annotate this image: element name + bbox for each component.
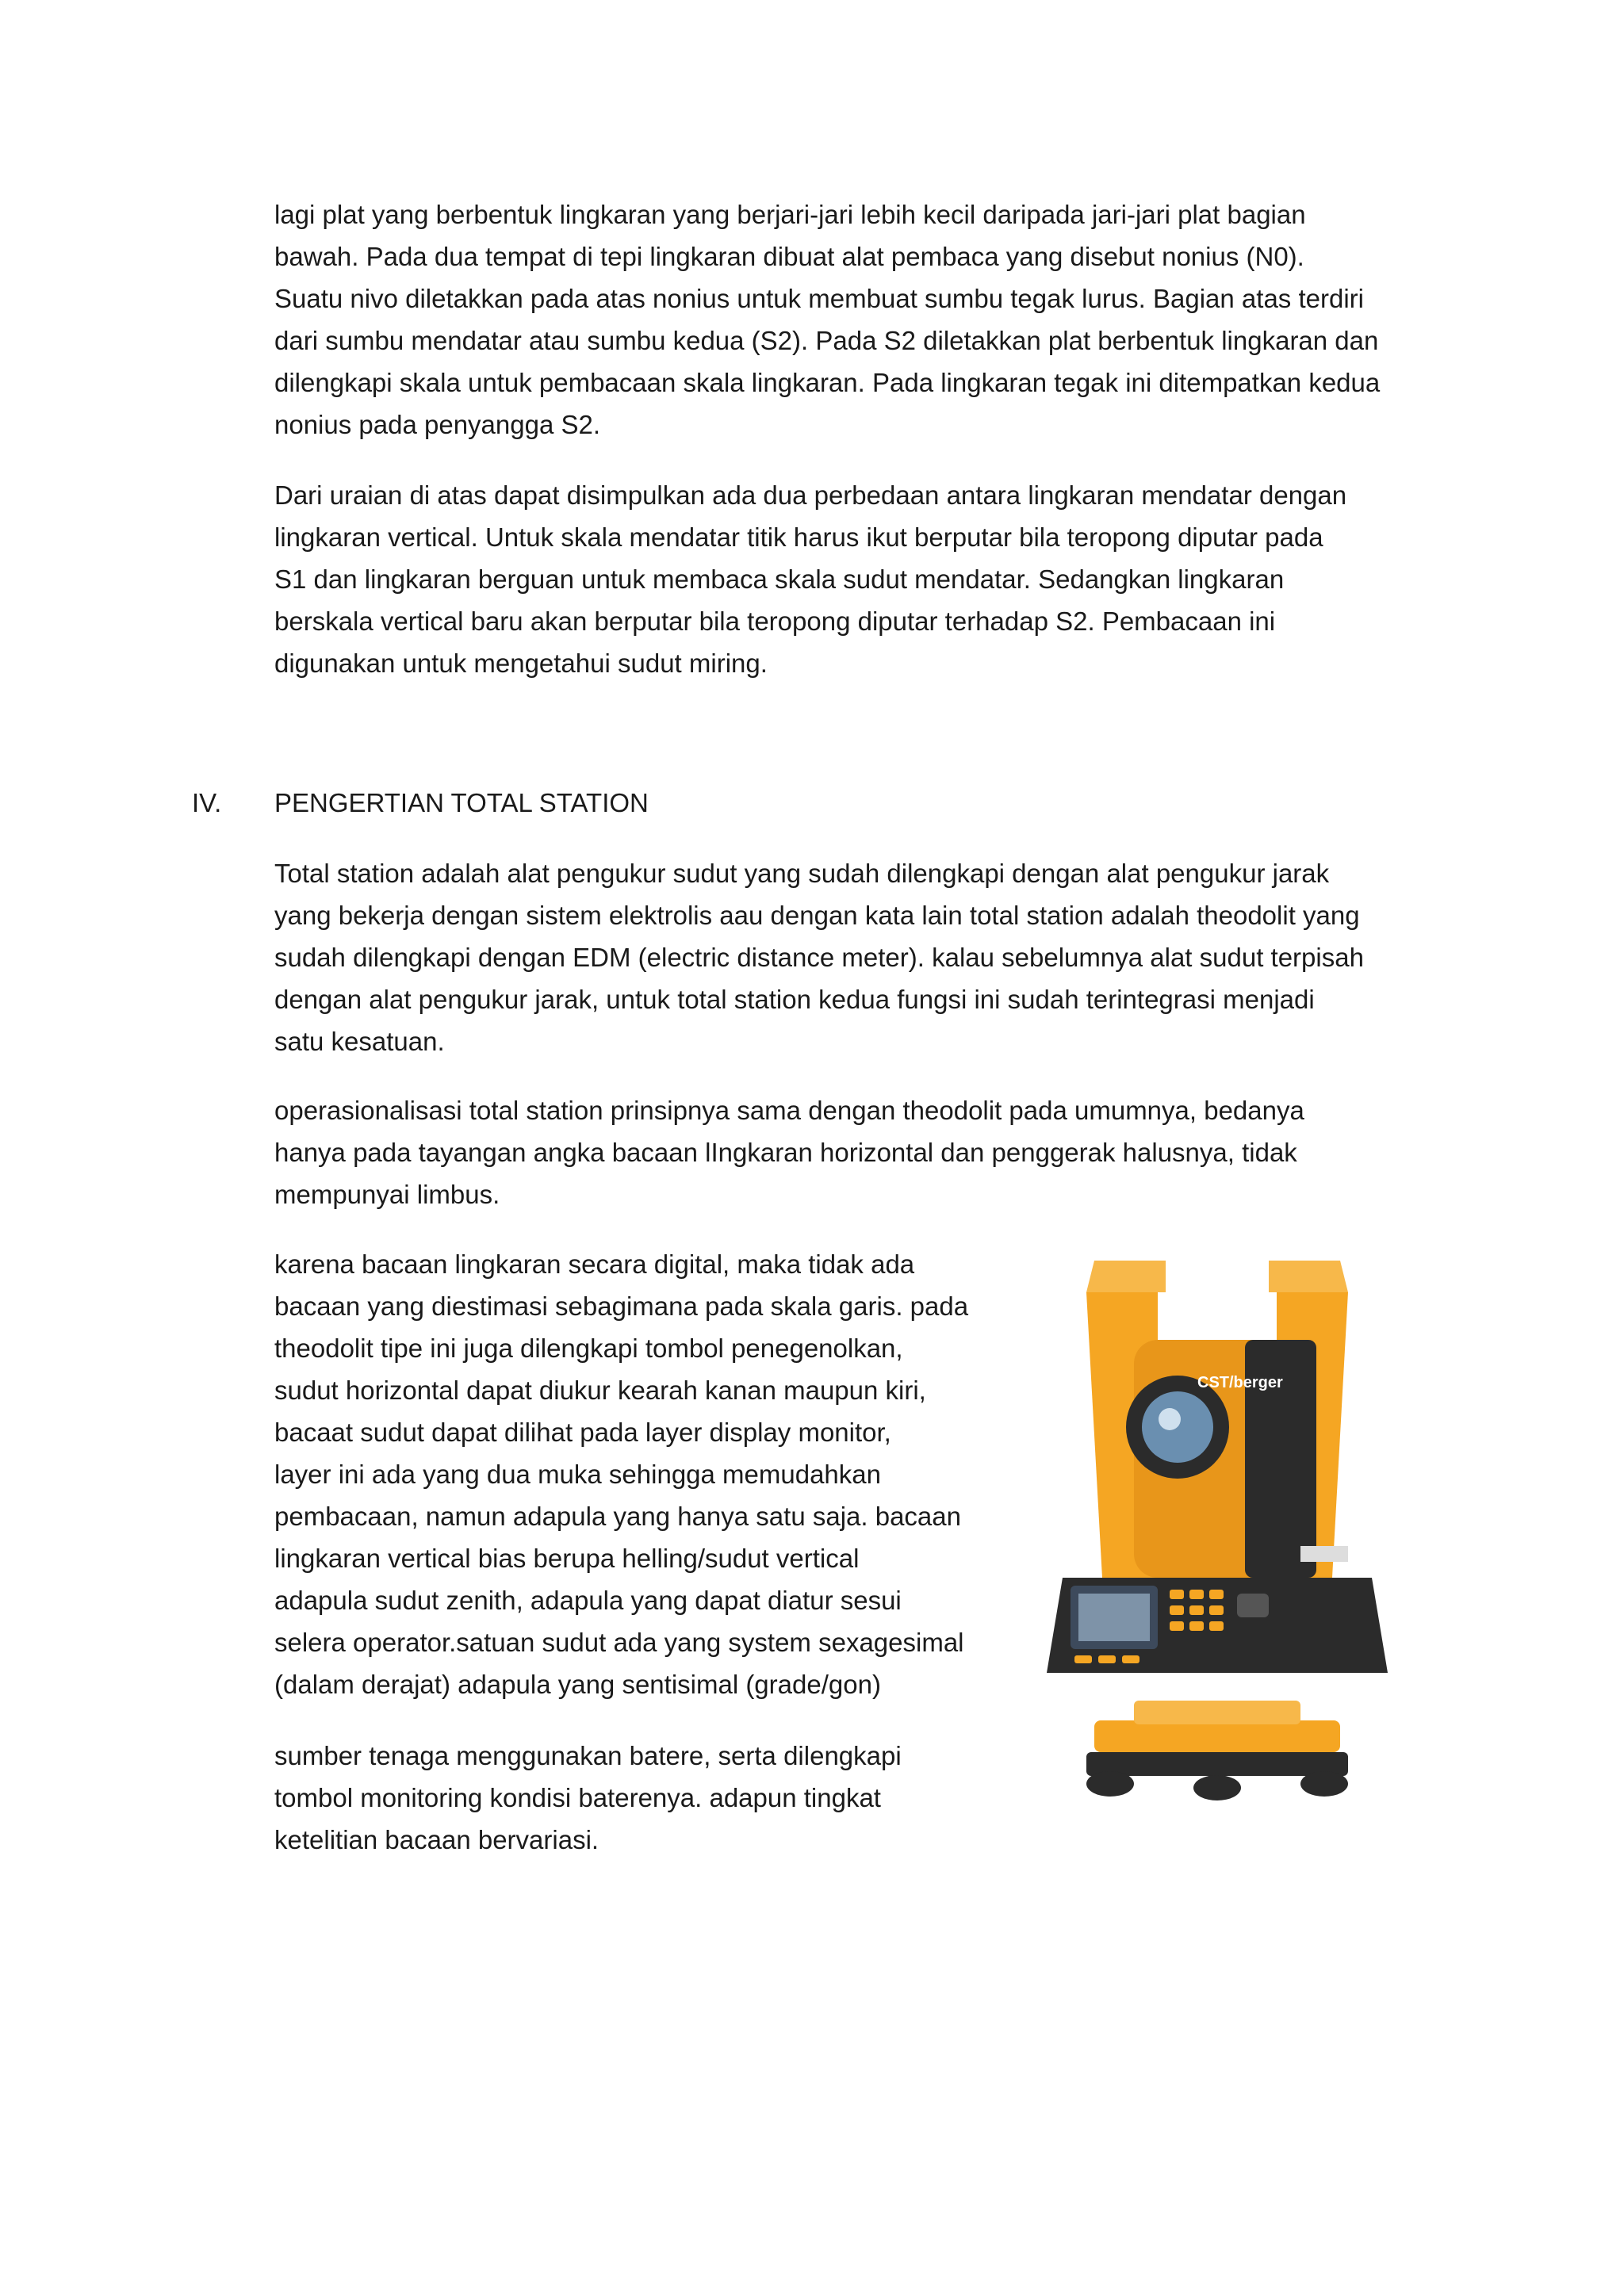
text-line: berskala vertical baru akan berputar bila teropong diputar terhadap S2. Pembacaan ini — [274, 607, 1276, 636]
paragraph-4 — [274, 1089, 1304, 1215]
text-line: dilengkapi skala untuk pembacaan skala lingkaran. Pada lingkaran tegak ini ditempatkan kedua — [274, 368, 1381, 397]
text-line: Suatu nivo diletakkan pada atas nonius untuk membuat sumbu tegak lurus. Bagian atas terdiri — [274, 284, 1364, 313]
text-line: layer ini ada yang dua muka sehingga memudahkan — [274, 1460, 881, 1489]
text-line: lingkaran vertical. Untuk skala mendatar titik harus ikut berputar bila teropong diputar pada — [274, 522, 1323, 552]
serial-label — [1300, 1546, 1348, 1562]
text-line: S1 dan lingkaran berguan untuk membaca skala sudut mendatar. Sedangkan lingkaran — [274, 564, 1285, 594]
text-line: tombol monitoring kondisi baterenya. adapun tingkat — [274, 1783, 881, 1812]
text-line: sudut horizontal dapat diukur kearah kanan maupun kiri, — [274, 1376, 926, 1405]
text-line: digunakan untuk mengetahui sudut miring. — [274, 649, 768, 678]
base-foot — [1086, 1752, 1348, 1776]
text-line: yang bekerja dengan sistem elektrolis aau dengan kata lain total station adalah theodolit yang — [274, 901, 1360, 930]
text-line: bawah. Pada dua tempat di tepi lingkaran dibuat alat pembaca yang disebut nonius (N0). — [274, 242, 1304, 271]
display-lcd — [1078, 1594, 1150, 1641]
text-line: selera operator.satuan sudut ada yang system sexagesimal — [274, 1628, 964, 1657]
text-line: sudah dilengkapi dengan EDM (electric distance meter). kalau sebelumnya alat sudut terpisah — [274, 943, 1364, 972]
text-line: bacaan yang diestimasi sebagimana pada skala garis. pada — [274, 1292, 969, 1321]
text-line: mempunyai limbus. — [274, 1180, 500, 1209]
text-line: lagi plat yang berbentuk lingkaran yang berjari-jari lebih kecil daripada jari-jari plat bagian — [274, 200, 1306, 229]
text-line: (dalam derajat) adapula yang sentisimal (grade/gon) — [274, 1670, 881, 1699]
text-line: Dari uraian di atas dapat disimpulkan ada dua perbedaan antara lingkaran mendatar dengan — [274, 480, 1347, 510]
leveling-screw-icon — [1193, 1775, 1241, 1800]
lens-highlight — [1159, 1408, 1181, 1430]
base-plate — [1094, 1720, 1340, 1752]
text-line: adapula sudut zenith, adapula yang dapat diatur sesui — [274, 1586, 902, 1615]
paragraph-3 — [274, 852, 1364, 1062]
text-line: dari sumbu mendatar atau sumbu kedua (S2). Pada S2 diletakkan plat berbentuk lingkaran dan — [274, 326, 1379, 355]
paragraph-5 — [274, 1243, 968, 1705]
paragraph-1 — [274, 193, 1380, 446]
text-line: Total station adalah alat pengukur sudut yang sudah dilengkapi dengan alat pengukur jarak — [274, 859, 1330, 888]
text-line: lingkaran vertical bias berupa helling/sudut vertical — [274, 1544, 860, 1573]
leveling-screw-icon — [1300, 1771, 1348, 1797]
text-line: dengan alat pengukur jarak, untuk total station kedua fungsi ini sudah terintegrasi menjadi — [274, 985, 1315, 1014]
brand-logo: CST/berger — [1197, 1374, 1283, 1391]
section-number: IV. — [192, 788, 222, 817]
total-station-icon — [1039, 1245, 1396, 1816]
text-line: operasionalisasi total station prinsipnya sama dengan theodolit pada umumnya, bedanya — [274, 1096, 1304, 1125]
text-line: bacaat sudut dapat dilihat pada layer display monitor, — [274, 1418, 891, 1447]
tangent-knob-icon — [1237, 1594, 1269, 1617]
text-line: karena bacaan lingkaran secara digital, maka tidak ada — [274, 1249, 915, 1279]
section-title: PENGERTIAN TOTAL STATION — [274, 788, 649, 817]
leveling-screw-icon — [1086, 1771, 1134, 1797]
text-line: nonius pada penyangga S2. — [274, 410, 601, 439]
text-line: sumber tenaga menggunakan batere, serta dilengkapi — [274, 1741, 902, 1770]
paragraph-2 — [274, 474, 1346, 684]
text-line: hanya pada tayangan angka bacaan lIngkaran horizontal dan penggerak halusnya, tidak — [274, 1138, 1297, 1167]
text-line: satu kesatuan. — [274, 1027, 445, 1056]
text-line: ketelitian bacaan bervariasi. — [274, 1825, 599, 1854]
handle-gap — [1166, 1261, 1269, 1292]
text-line: pembacaan, namun adapula yang hanya satu saja. bacaan — [274, 1502, 961, 1531]
paragraph-6 — [274, 1735, 902, 1861]
lens-glass — [1142, 1391, 1213, 1463]
text-line: theodolit tipe ini juga dilengkapi tombol penegenolkan, — [274, 1334, 903, 1363]
tribrach — [1134, 1701, 1300, 1724]
